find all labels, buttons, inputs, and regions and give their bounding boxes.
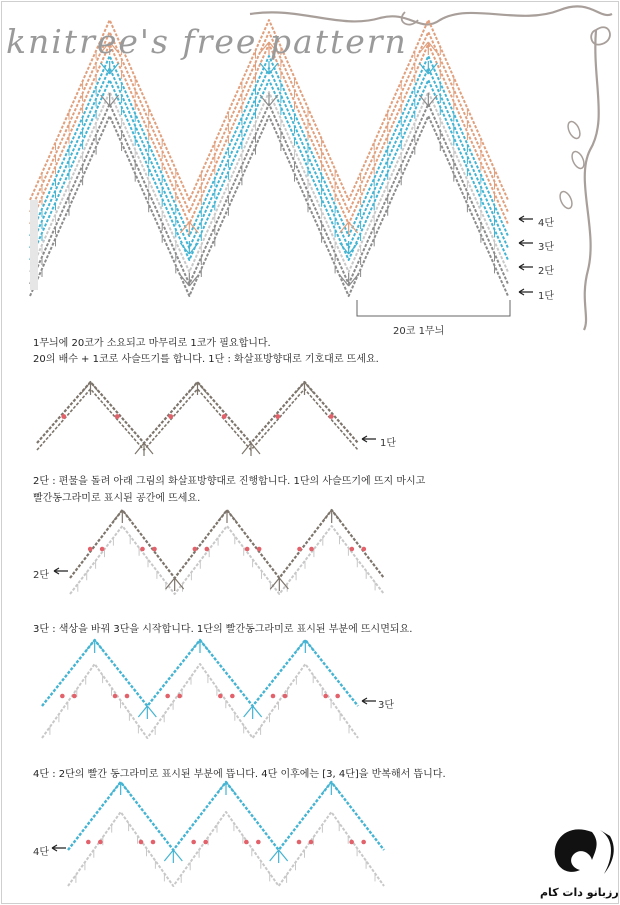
row-label-4: 4단 bbox=[538, 218, 555, 229]
step1-arrow bbox=[362, 436, 376, 442]
step2-dot-b2 bbox=[205, 547, 210, 552]
step2-dot-1 bbox=[140, 547, 145, 552]
step4-dot-b5 bbox=[361, 840, 366, 845]
step4-dot-2 bbox=[191, 840, 196, 845]
repeat-label: 20코 1무늬 bbox=[393, 326, 445, 337]
step3-dot-5 bbox=[323, 694, 328, 699]
step1-dot-3 bbox=[222, 414, 227, 419]
top-chart-band-3 bbox=[30, 56, 508, 236]
watermark-hair bbox=[600, 830, 614, 874]
step3-line: 3단 : 색상을 바꿔 3단을 시작합니다. 1단의 빨간동그라미로 표시된 부분에 뜨시면되요. bbox=[33, 624, 413, 635]
step4-dot-1 bbox=[139, 840, 144, 845]
step2-base-ticks bbox=[78, 536, 375, 592]
step2-dot-5 bbox=[350, 547, 355, 552]
step4-dot-b3 bbox=[256, 840, 261, 845]
step1-row-label: 1단 bbox=[380, 438, 397, 449]
step2-dot-0 bbox=[88, 547, 93, 552]
step1-chain-inner bbox=[37, 389, 358, 450]
step3-dot-2 bbox=[165, 694, 170, 699]
ribbon-loop-1 bbox=[570, 150, 587, 171]
ribbon-loop-0 bbox=[566, 120, 583, 141]
step4-dot-0 bbox=[86, 840, 91, 845]
top-chart-ticks-2 bbox=[42, 71, 495, 205]
step4-fans bbox=[112, 782, 341, 863]
step4-arrow bbox=[52, 845, 66, 851]
top-chart-edge bbox=[30, 200, 38, 290]
top-chart-band-6 bbox=[30, 92, 508, 272]
top-chart-band-8 bbox=[30, 116, 508, 296]
step3-dot-b1 bbox=[125, 694, 130, 699]
top-chart-band-7 bbox=[30, 104, 508, 284]
step4-dot-3 bbox=[244, 840, 249, 845]
step3-dot-b2 bbox=[177, 694, 182, 699]
top-chart-band-5 bbox=[30, 80, 508, 260]
top-chart-ticks-1 bbox=[42, 59, 495, 193]
step2-line-2: 빨간동그라미로 표시된 공간에 뜨세요. bbox=[33, 493, 201, 504]
step4-line: 4단 : 2단의 빨간 동그라미로 표시된 부분에 뜹니다. 4단 이후에는 [3, 4단]을 반복해서 뜹니다. bbox=[33, 769, 446, 780]
step2-dot-3 bbox=[245, 547, 250, 552]
top-row-arrow-0 bbox=[519, 216, 533, 222]
watermark-text: رزبانو دات کام bbox=[540, 886, 619, 899]
row-label-1: 1단 bbox=[538, 291, 555, 302]
ribbon-loop-2 bbox=[558, 190, 575, 211]
row-label-2: 2단 bbox=[538, 266, 555, 277]
step2-dot-b4 bbox=[309, 547, 314, 552]
step3-dot-1 bbox=[113, 694, 118, 699]
step2-base-chain bbox=[70, 526, 384, 594]
step1-dot-1 bbox=[115, 414, 120, 419]
step4-dot-b2 bbox=[203, 840, 208, 845]
intro-line-2: 20의 배수 + 1코로 사슬뜨기를 합니다. 1단 : 화살표방향대로 기호대로 뜨세요. bbox=[33, 354, 379, 365]
top-chart-fans-gray bbox=[101, 93, 438, 286]
step4-dot-b4 bbox=[309, 840, 314, 845]
ribbon-bow bbox=[591, 27, 610, 44]
step3-dot-b3 bbox=[230, 694, 235, 699]
step3-dot-b4 bbox=[283, 694, 288, 699]
step1-dot-2 bbox=[168, 414, 173, 419]
step3-base-chain bbox=[42, 664, 358, 738]
step2-line-1: 2단 : 편물을 돌려 아래 그림의 화살표방향대로 진행합니다. 1단의 사슬뜨기에 뜨지 마시고 bbox=[33, 476, 426, 487]
repeat-bracket bbox=[357, 300, 510, 316]
step2-dot-2 bbox=[193, 547, 198, 552]
step4-dot-b0 bbox=[98, 840, 103, 845]
page-title: knitree's free pattern bbox=[6, 22, 408, 61]
step1-dot-4 bbox=[275, 414, 280, 419]
step4-row-label: 4단 bbox=[33, 847, 50, 858]
step3-dot-b5 bbox=[335, 694, 340, 699]
top-chart-ticks-5 bbox=[42, 107, 495, 241]
step1-dot-5 bbox=[329, 414, 334, 419]
step3-dot-3 bbox=[218, 694, 223, 699]
step2-row-label: 2단 bbox=[33, 570, 50, 581]
step4-dot-b1 bbox=[151, 840, 156, 845]
step2-dot-b5 bbox=[362, 547, 367, 552]
top-chart-ticks-7 bbox=[42, 131, 495, 265]
watermark-logo bbox=[555, 829, 597, 872]
step3-row-label: 3단 bbox=[378, 700, 395, 711]
step4-dot-5 bbox=[349, 840, 354, 845]
step4-dot-4 bbox=[297, 840, 302, 845]
step2-arrow bbox=[54, 568, 68, 574]
step3-dot-b0 bbox=[72, 694, 77, 699]
step2-dot-b3 bbox=[257, 547, 262, 552]
step4-base-chain bbox=[68, 812, 384, 886]
step3-dot-0 bbox=[60, 694, 65, 699]
step4-base-ticks bbox=[76, 823, 375, 883]
step2-dot-b0 bbox=[100, 547, 105, 552]
top-row-arrow-2 bbox=[519, 264, 533, 270]
step3-arrow bbox=[362, 698, 376, 704]
top-chart-ticks-6 bbox=[42, 119, 495, 253]
step3-base-ticks bbox=[50, 675, 349, 735]
step1-dot-0 bbox=[61, 414, 66, 419]
step3-fans bbox=[86, 640, 315, 719]
row-label-3: 3단 bbox=[538, 242, 555, 253]
step3-dot-4 bbox=[271, 694, 276, 699]
step2-dot-4 bbox=[297, 547, 302, 552]
top-chart-ticks-8 bbox=[42, 143, 495, 277]
top-chart-fans-blue bbox=[101, 61, 438, 254]
step2-dot-b1 bbox=[152, 547, 157, 552]
intro-line-1: 1무늬에 20코가 소요되고 마무리로 1코가 필요합니다. bbox=[33, 338, 271, 349]
step2-fans bbox=[113, 510, 340, 591]
top-chart-ticks-4 bbox=[42, 95, 495, 229]
top-row-arrow-3 bbox=[519, 289, 533, 295]
ribbon-right bbox=[584, 30, 599, 330]
top-row-arrow-1 bbox=[519, 240, 533, 246]
